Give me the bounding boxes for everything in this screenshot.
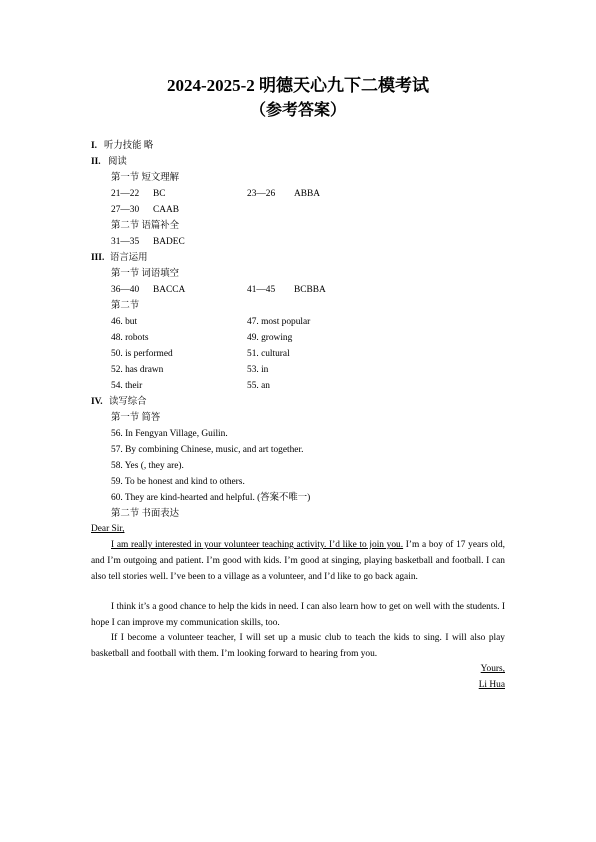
section-3-number: III. [91,253,105,263]
answer-range: 31—35 [111,237,140,247]
section-2-part-2: 第二节 语篇补全 [111,221,179,231]
blank-answer: 52. has drawn [111,365,164,375]
letter-paragraph-1 [91,538,505,586]
letter-closing: Yours, [480,664,505,674]
short-answer: 56. In Fengyan Village, Guilin. [111,429,228,439]
letter-paragraph-2 [91,600,505,632]
blank-answer: 47. most popular [247,317,311,327]
section-2-number: II. [91,157,101,167]
answer-value: BACCA [153,285,186,295]
section-4-label: 读写综合 [109,397,147,407]
answer-range: 21—22 [111,189,140,199]
letter-paragraph-2-text: I think it’s a good chance to help the kids in need. I can also learn how to get on well with the students. I hope I can improve my communication skills, too. [91,602,505,628]
blank-answer: 50. is performed [111,349,173,359]
section-4-number: IV. [91,397,103,407]
blank-answer: 53. in [247,365,269,375]
answer-range: 41—45 [247,285,276,295]
short-answer: 57. By combining Chinese, music, and art together. [111,445,304,455]
answer-value: BCBBA [294,285,326,295]
blank-answer: 54. their [111,381,143,391]
section-1-label: 听力技能 略 [104,141,154,151]
letter-paragraph-1-text: I’m a boy of 17 years old, and I’m outgoing and patient. I’m good with kids. I’m good at singing, playing basketball and football. I can also tell stories well. I’ve been to a village as a volunteer, and I’d like to go back again. [91,540,505,582]
answer-value: ABBA [294,189,321,199]
answer-value: BC [153,189,166,199]
section-3-part-2: 第二节 [111,301,140,311]
letter-key-sentence: I am really interested in your volunteer teaching activity. I’d like to join you. [111,540,404,550]
answer-value: BADEC [153,237,185,247]
section-4-part-2: 第二节 书面表达 [111,509,179,519]
letter-paragraph-3-text: If I become a volunteer teacher, I will set up a music club to teach the kids to sing. I will also play basketball and football with them. I’m looking forward to hearing from you. [91,633,505,659]
blank-answer: 48. robots [111,333,149,343]
blank-answer: 46. but [111,317,138,327]
blank-answer: 51. cultural [247,349,290,359]
section-1-number: I. [91,141,97,151]
section-2-label: 阅读 [108,157,127,167]
section-3-label: 语言运用 [110,253,148,263]
short-answer: 58. Yes (, they are). [111,461,184,471]
blank-answer: 55. an [247,381,270,391]
answer-value: CAAB [153,205,180,215]
page-subtitle: （参考答案） [249,102,346,119]
short-answer: 59. To be honest and kind to others. [111,477,245,487]
short-answer: 60. They are kind-hearted and helpful. (答案不唯一) [111,493,311,503]
page-title: 2024-2025-2 明德天心九下二模考试 [166,76,430,95]
answer-range: 36—40 [111,285,140,295]
section-3-part-1: 第一节 词语填空 [111,269,179,279]
blank-answer: 49. growing [247,333,293,343]
answer-range: 27—30 [111,205,140,215]
answer-range: 23—26 [247,189,276,199]
section-4-part-1: 第一节 简答 [111,413,161,423]
section-2-part-1: 第一节 短文理解 [111,173,179,183]
letter-signature: Li Hua [478,680,505,690]
letter-salutation: Dear Sir, [91,524,125,534]
letter-paragraph-3 [91,631,505,663]
